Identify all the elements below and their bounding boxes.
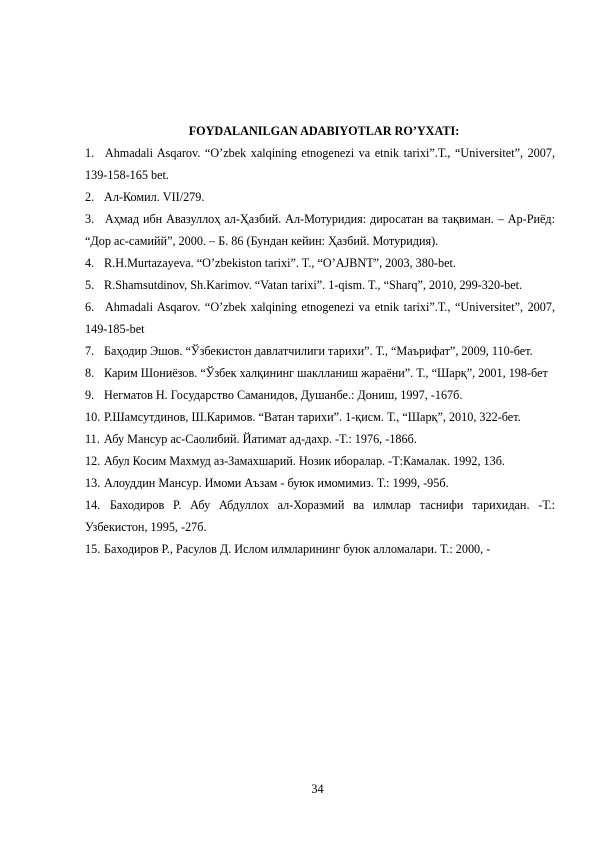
bibliography-section xyxy=(85,120,555,560)
reference-number: 9. xyxy=(85,388,95,402)
reference-item xyxy=(85,494,555,538)
reference-number: 8. xyxy=(85,366,95,380)
section-title: FOYDALANILGAN ADABIYOTLAR RO’YXATI: xyxy=(188,124,460,138)
reference-text: Ал-Комил. VII/279. xyxy=(104,190,205,204)
reference-number: 6. xyxy=(85,300,95,314)
reference-number: 4. xyxy=(85,256,95,270)
reference-item xyxy=(85,252,555,274)
reference-item xyxy=(85,142,555,186)
reference-number: 11. xyxy=(85,432,100,446)
reference-number: 7. xyxy=(85,344,95,358)
reference-text: Абул Косим Махмуд аз-Замахшарий. Нозик иборалар. -Т:Камалак. 1992, 13б. xyxy=(104,454,505,468)
reference-item xyxy=(85,208,555,252)
reference-text: Баходиров Р. Абу Абдуллох ал-Хоразмий ва илмлар таснифи тарихидан. -Т.: Узбекистон, 1995, -27б. xyxy=(85,498,556,534)
reference-item xyxy=(85,450,555,472)
reference-number: 13. xyxy=(85,476,101,490)
reference-text: Баҳодир Эшов. “Ўзбекистон давлатчилиги тарихи”. Т., “Маърифат”, 2009, 110-бет. xyxy=(104,344,533,358)
reference-text: R.H.Murtazayeva. “O’zbekiston tarixi”. T., “O’AJBNT”, 2003, 380-bet. xyxy=(104,256,456,270)
reference-number: 12. xyxy=(85,454,101,468)
reference-number: 3. xyxy=(85,212,95,226)
reference-item xyxy=(85,472,555,494)
reference-item xyxy=(85,340,555,362)
reference-number: 2. xyxy=(85,190,95,204)
page-number: 34 xyxy=(311,782,324,796)
reference-item xyxy=(85,406,555,428)
reference-number: 15. xyxy=(85,542,101,556)
reference-text: Ahmadali Asqarov. “O’zbek xalqining etnogenezi va etnik tarixi”.T., “Universitet”, 2007, 139-158-165 bet. xyxy=(85,146,556,182)
reference-text: Ahmadali Asqarov. “O’zbek xalqining etnogenezi va etnik tarixi”.T., “Universitet”, 2007, 149-185-bet xyxy=(85,300,556,336)
reference-number: 1. xyxy=(85,146,95,160)
reference-text: Негматов Н. Государство Саманидов, Душанбе.: Дониш, 1997, -167б. xyxy=(104,388,463,402)
reference-text: Р.Шамсутдинов, Ш.Каримов. “Ватан тарихи”. 1-қисм. Т., “Шарқ”, 2010, 322-бет. xyxy=(104,410,521,424)
reference-text: Карим Шониёзов. “Ўзбек халқининг шаклланиш жараёни”. Т., “Шарқ”, 2001, 198-бет xyxy=(104,366,548,380)
reference-item xyxy=(85,274,555,296)
reference-text: R.Shamsutdinov, Sh.Karimov. “Vatan tarixi”. 1-qism. T., “Sharq”, 2010, 299-320-bet. xyxy=(104,278,523,292)
reference-item xyxy=(85,362,555,384)
reference-item xyxy=(85,428,555,450)
reference-text: Абу Мансур ас-Саолибий. Йатимат ад-дахр. -Т.: 1976, -186б. xyxy=(104,432,417,446)
reference-text: Баходиров Р., Расулов Д. Ислом илмларининг буюк алломалари. Т.: 2000, - xyxy=(104,542,491,556)
reference-item xyxy=(85,538,555,560)
reference-item xyxy=(85,296,555,340)
reference-text: Алоуддин Мансур. Имоми Аъзам - буюк имомимиз. Т.: 1999, -95б. xyxy=(104,476,449,490)
reference-number: 14. xyxy=(85,498,101,512)
reference-number: 5. xyxy=(85,278,95,292)
reference-item xyxy=(85,384,555,406)
reference-number: 10. xyxy=(85,410,101,424)
reference-list xyxy=(85,142,555,560)
reference-text: Аҳмад ибн Авазуллоҳ ал-Ҳазбий. Ал-Мотуридия: диросатан ва тақвиман. – Ар-Риёд: “Дор ас-самийй”, 2000. – Б. 86 (Бундан кейин: Ҳазбий. Мотуридия). xyxy=(85,212,555,248)
reference-item xyxy=(85,186,555,208)
